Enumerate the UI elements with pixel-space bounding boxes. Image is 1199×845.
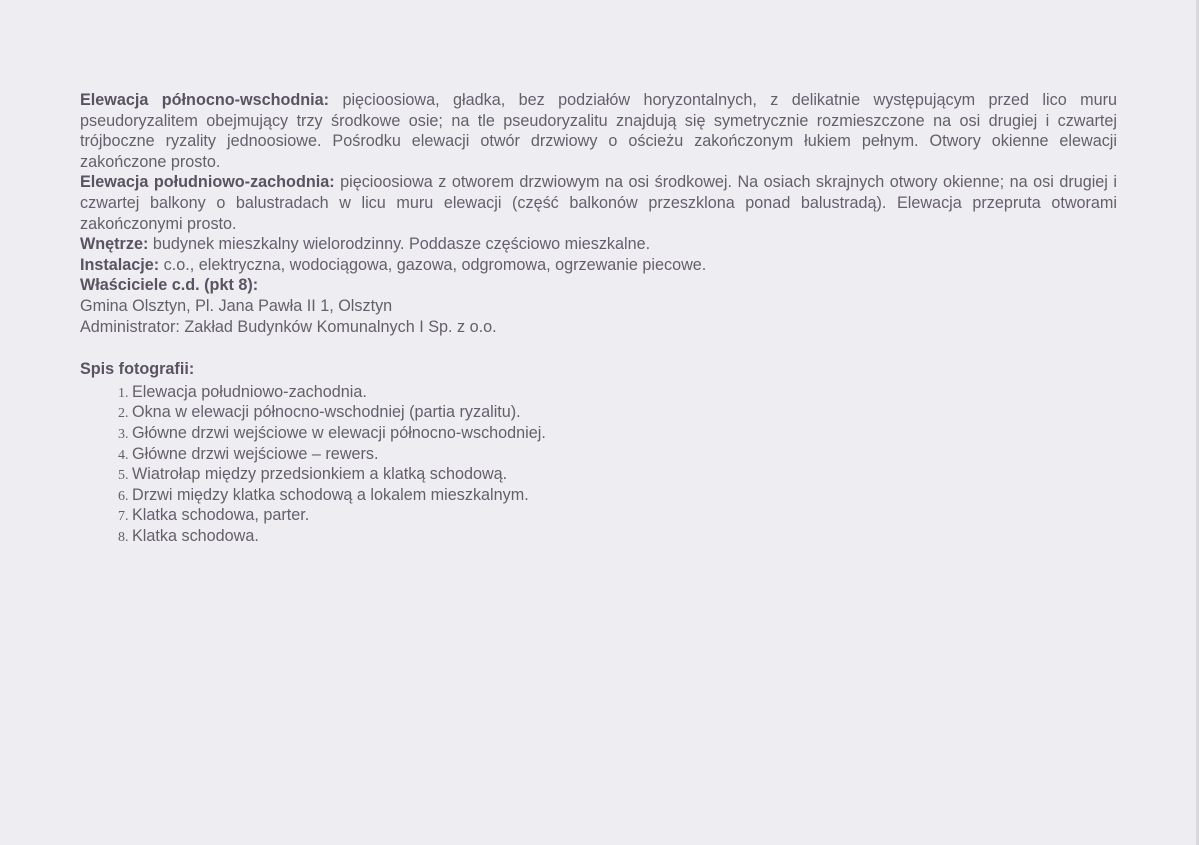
- photo-list: [80, 382, 1117, 547]
- list-item: 7. Klatka schodowa, parter.: [132, 505, 1117, 526]
- owners-label: Właściciele c.d. (pkt 8):: [80, 276, 259, 295]
- list-item: 4. Główne drzwi wejściowe – rewers.: [132, 444, 1117, 465]
- section-interior: [80, 234, 1117, 255]
- section-text: pięcioosiowa, gładka, bez podziałów horyzontalnych, z delikatnie występującym przed lico muru pseudoryzalitem obejmujący trzy środkowe osie; na tle pseudoryzalitu znajdują się symetrycznie rozmieszczone na osi drugiej i czwartej trójboczne ryzality jednoosiowe. Pośrodku elewacji otwór drzwiowy o ościeżu zakończonym łukiem pełnym. Otwory okienne elewacji zakończone prosto.: [80, 91, 1117, 171]
- list-item: 1. Elewacja południowo-zachodnia.: [132, 382, 1117, 403]
- document-page: [80, 90, 1117, 546]
- section-text: c.o., elektryczna, wodociągowa, gazowa, odgromowa, ogrzewanie piecowe.: [159, 255, 707, 274]
- owners-line-2: Administrator: Zakład Budynków Komunalnych I Sp. z o.o.: [80, 317, 497, 336]
- section-text: budynek mieszkalny wielorodzinny. Poddasze częściowo mieszkalne.: [148, 235, 651, 254]
- owners-line-1: Gmina Olsztyn, Pl. Jana Pawła II 1, Olsztyn: [80, 296, 393, 315]
- section-label: Instalacje:: [80, 255, 160, 274]
- photos-label: Spis fotografii:: [80, 360, 195, 379]
- list-item: 3. Główne drzwi wejściowe w elewacji północno-wschodniej.: [132, 423, 1117, 444]
- section-ne-elevation: [80, 90, 1117, 172]
- spacer: [80, 337, 1117, 359]
- section-text: pięcioosiowa z otworem drzwiowym na osi środkowej. Na osiach skrajnych otwory okienne; na osi drugiej i czwartej balkony o balustradach w licu muru elewacji (część balkonów przeszklona ponad balustradą). Elewacja przepruta otworami zakończonymi prosto.: [80, 173, 1117, 233]
- section-sw-elevation: [80, 172, 1117, 234]
- list-item: 8. Klatka schodowa.: [132, 526, 1117, 547]
- list-item: 6. Drzwi między klatka schodową a lokalem mieszkalnym.: [132, 485, 1117, 506]
- section-label: Wnętrze:: [80, 235, 149, 254]
- list-item: 2. Okna w elewacji północno-wschodniej (partia ryzalitu).: [132, 402, 1117, 423]
- list-item: 5. Wiatrołap między przedsionkiem a klatką schodową.: [132, 464, 1117, 485]
- photos-heading: [80, 359, 1117, 380]
- section-label: Elewacja północno-wschodnia:: [80, 91, 330, 109]
- section-label: Elewacja południowo-zachodnia:: [80, 173, 335, 192]
- owners-heading: [80, 275, 1117, 296]
- section-installations: [80, 255, 1117, 276]
